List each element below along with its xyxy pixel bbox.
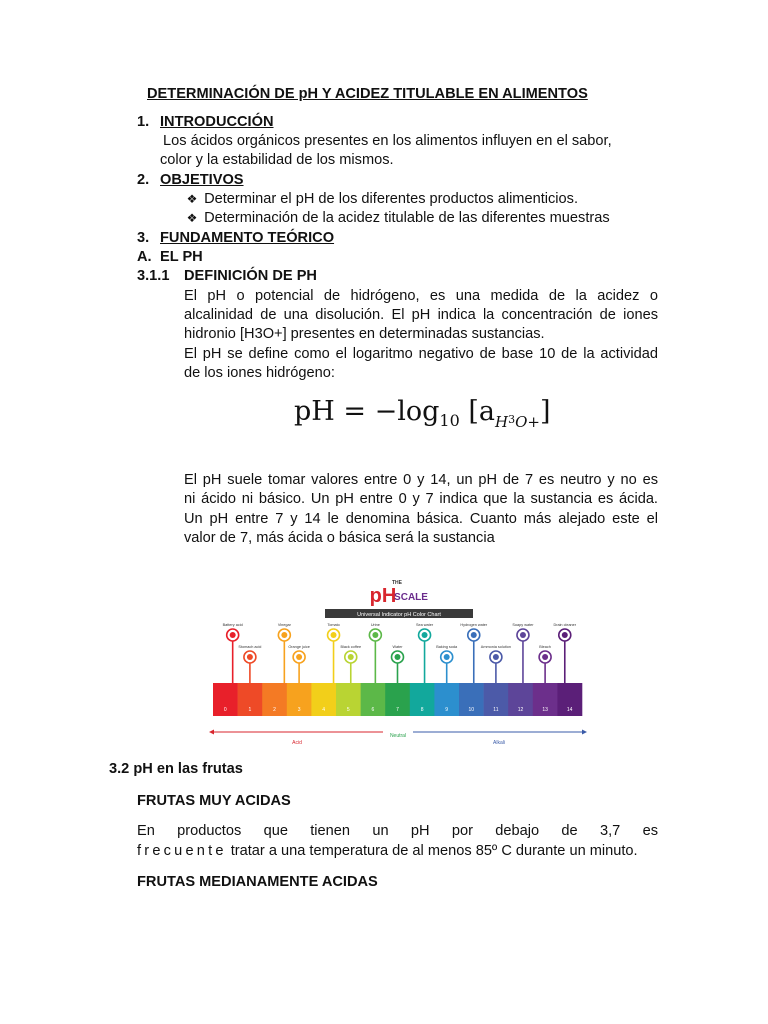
- ph-range-line-1: El pH suele tomar valores entre 0 y 14, un pH de 7 es neutro y no es: [184, 472, 658, 488]
- frutas-text-rest: tratar a una temperatura de al menos 85º C durante un minuto.: [226, 843, 638, 859]
- ph-substance-icon: [230, 632, 236, 638]
- ph-number-label: 1: [248, 707, 252, 713]
- ph-substance-icon: [296, 654, 302, 660]
- ph-substance-icon: [493, 654, 499, 660]
- objective-text-1: Determinar el pH de los diferentes productos alimenticios.: [204, 191, 578, 207]
- ph-substance-icon: [281, 632, 287, 638]
- ph-number-label: 12: [517, 707, 524, 713]
- ph-number-label: 2: [273, 707, 276, 713]
- ph-substance-icon: [395, 654, 401, 660]
- acid-label: Acid: [292, 740, 302, 746]
- definition-line-3: hidronio [H3O+] presentes en determinadas sustancias.: [184, 326, 545, 342]
- objective-item-1: [184, 190, 578, 209]
- ph-substance-icon: [331, 632, 337, 638]
- ph-scale-the-label: THE: [392, 580, 402, 586]
- ph-substance-icon: [444, 654, 450, 660]
- objective-item-2: [184, 209, 610, 228]
- neutral-label: Neutral: [389, 733, 407, 739]
- ph-substance-label: Tomato: [327, 623, 340, 627]
- formula-lhs: pH = −log: [294, 396, 440, 427]
- ph-range-line-4: valor de 7, más ácida o básica será la sustancia: [184, 530, 495, 546]
- ph-substance-label: Baking soda: [436, 645, 458, 649]
- ph-number-label: 14: [566, 707, 573, 713]
- definition-line-1: El pH o potencial de hidrógeno, es una medida de la acidez o: [184, 288, 658, 304]
- ph-substance-label: Hydrogen water: [460, 623, 488, 627]
- ph-number-label: 9: [445, 707, 449, 713]
- ph-scale-infographic: [205, 573, 590, 750]
- ph-substance-icon: [422, 632, 428, 638]
- alkali-arrow-head-icon: [582, 730, 587, 735]
- ph-number-label: 5: [346, 707, 350, 713]
- section-heading-fundamento: FUNDAMENTO TEÓRICO: [160, 230, 335, 246]
- ph-substance-icon: [471, 632, 477, 638]
- ph-number-label: 8: [420, 707, 424, 713]
- formula-open: [a: [459, 396, 495, 427]
- ph-substance-label: Bleach: [539, 645, 551, 649]
- ph-substance-icon: [520, 632, 526, 638]
- ph-number-label: 3: [297, 707, 301, 713]
- diamond-bullet-icon: ❖: [186, 211, 198, 225]
- ph-substance-label: Urine: [370, 623, 380, 627]
- section-number-3: 3.: [137, 230, 150, 246]
- ph-substance-label: Vinegar: [277, 623, 291, 627]
- ph-number-label: 10: [468, 707, 475, 713]
- definition-line-4: El pH se define como el logaritmo negativo de base 10 de la actividad: [184, 346, 658, 362]
- alkali-label: Alkali: [493, 740, 505, 746]
- ph-scale-subtitle: Universal Indicator pH Color Chart: [357, 612, 441, 618]
- ph-scale-ph-label: pH: [369, 585, 397, 607]
- formula-sub-3: 3: [508, 413, 516, 426]
- ph-color-bar: [213, 683, 582, 716]
- ph-substance-icon: [348, 654, 354, 660]
- formula-close: ]: [539, 396, 551, 427]
- document-title: DETERMINACIÓN DE pH Y ACIDEZ TITULABLE EN ALIMENTOS: [147, 86, 588, 102]
- section-heading-3-2: 3.2 pH en las frutas: [109, 761, 243, 777]
- section-number-2: 2.: [137, 172, 150, 188]
- formula-sub-h: H: [495, 413, 509, 431]
- section-heading-objetivos: OBJETIVOS: [160, 172, 244, 188]
- ph-substance-label: Battery acid: [222, 623, 243, 627]
- ph-substance-icon: [542, 654, 548, 660]
- diamond-bullet-icon: ❖: [186, 192, 198, 206]
- ph-substance-label: Ammonia solution: [480, 645, 511, 649]
- formula-sub-o: O+: [515, 413, 540, 431]
- ph-number-label: 0: [223, 707, 227, 713]
- frutas-text-line-1: En productos que tienen un pH por debajo de 3,7 es: [137, 823, 658, 839]
- intro-text-line-1: Los ácidos orgánicos presentes en los alimentos influyen en el sabor,: [163, 133, 612, 149]
- ph-number-label: 11: [493, 707, 499, 713]
- ph-number-label: 4: [322, 707, 326, 713]
- ph-number-label: 7: [396, 707, 399, 713]
- section-number-a: A.: [137, 249, 152, 265]
- objective-text-2: Determinación de la acidez titulable de las diferentes muestras: [204, 210, 610, 226]
- definition-line-2: alcalinidad de una disolución. El pH indica la concentración de iones: [184, 307, 658, 323]
- ph-range-line-2: ni ácido ni básico. Un pH entre 0 y 7 indica que la sustancia es ácida.: [184, 491, 658, 507]
- ph-indicator-stems: [223, 623, 577, 683]
- ph-formula: [294, 396, 551, 431]
- ph-number-label: 6: [371, 707, 375, 713]
- ph-scale-scale-label: SCALE: [394, 592, 428, 603]
- section-number-3-1-1: 3.1.1: [137, 268, 170, 284]
- ph-substance-label: Water: [392, 645, 403, 649]
- section-heading-definicion: DEFINICIÓN DE PH: [184, 268, 317, 284]
- formula-log-base: 10: [439, 411, 460, 430]
- section-number-1: 1.: [137, 114, 150, 130]
- heading-frutas-muy-acidas: FRUTAS MUY ACIDAS: [137, 793, 291, 809]
- frutas-text-line-2: [137, 842, 638, 861]
- ph-substance-label: Stomach acid: [238, 645, 262, 649]
- ph-substance-icon: [247, 654, 253, 660]
- ph-number-label: 13: [542, 707, 548, 713]
- ph-substance-label: Sea water: [416, 623, 434, 627]
- ph-substance-label: Black coffee: [340, 645, 362, 649]
- frutas-text-frecuente: frecuente: [137, 843, 227, 859]
- ph-substance-label: Orange juice: [288, 645, 310, 649]
- ph-substance-icon: [372, 632, 378, 638]
- heading-frutas-medianamente-acidas: FRUTAS MEDIANAMENTE ACIDAS: [137, 874, 378, 890]
- ph-substance-icon: [562, 632, 568, 638]
- ph-substance-label: Soapy water: [512, 623, 534, 627]
- ph-range-line-3: Un pH entre 7 y 14 le denomina básica. Cuanto más alejado este el: [184, 511, 658, 527]
- acid-arrow-head-icon: [209, 730, 214, 735]
- section-heading-el-ph: EL PH: [160, 249, 203, 265]
- definition-line-5: de los iones hidrógeno:: [184, 365, 335, 381]
- section-heading-introduccion: INTRODUCCIÓN: [160, 114, 274, 130]
- intro-text-line-2: color y la estabilidad de los mismos.: [160, 152, 394, 168]
- ph-substance-label: Drain cleaner: [553, 623, 577, 627]
